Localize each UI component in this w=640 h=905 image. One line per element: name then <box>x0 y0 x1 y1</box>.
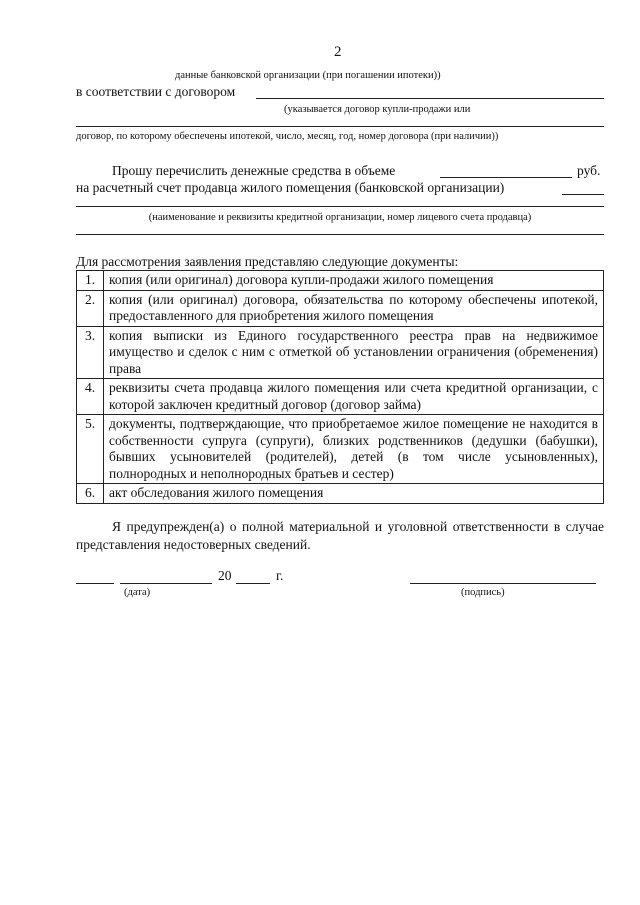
account-field-line-2[interactable] <box>76 206 604 207</box>
account-field-line[interactable] <box>562 194 604 195</box>
doc-text: акт обследования жилого помещения <box>104 484 604 504</box>
doc-text: копия (или оригинал) договора, обязательства по которому обеспечены ипотекой, предоставленного для приобретения жилого помещения <box>104 290 604 326</box>
doc-text: реквизиты счета продавца жилого помещения или счета кредитной организации, с которой заключен кредитный договор (договор займа) <box>104 379 604 415</box>
table-row <box>77 271 604 291</box>
contract-hint-1: (указывается договор купли-продажи или <box>284 104 471 115</box>
doc-text: документы, подтверждающие, что приобретаемое жилое помещение не находится в собственности супруга (супруги), близких родственников (дедушки (бабушки), бывших усыновителей (родителей), детей (в том числе усыновленных), полнородных и неполнородных братьев и сестер) <box>104 415 604 484</box>
date-year-line[interactable] <box>236 583 270 584</box>
contract-hint-2: договор, по которому обеспечены ипотекой, число, месяц, год, номер договора (при наличии)) <box>76 131 499 142</box>
bank-data-caption: данные банковской организации (при погашении ипотеки)) <box>175 70 441 81</box>
amount-field-line[interactable] <box>440 177 572 178</box>
date-year-prefix: 20 <box>218 568 232 583</box>
date-caption: (дата) <box>124 587 151 598</box>
table-row <box>77 290 604 326</box>
date-day-line[interactable] <box>76 583 114 584</box>
documents-table <box>76 270 604 504</box>
bank-hint: (наименование и реквизиты кредитной организации, номер лицевого счета продавца) <box>148 212 532 223</box>
date-year-suffix: г. <box>276 568 284 583</box>
signature-caption: (подпись) <box>461 587 505 598</box>
date-month-line[interactable] <box>120 583 212 584</box>
currency-label: руб. <box>577 163 601 178</box>
table-row <box>77 484 604 504</box>
contract-field-line[interactable] <box>256 98 604 99</box>
account-text: на расчетный счет продавца жилого помещения (банковской организации) <box>76 180 505 195</box>
docs-intro: Для рассмотрения заявления представляю следующие документы: <box>76 254 459 269</box>
doc-text: копия выписки из Единого государственного реестра прав на недвижимое имущество и сделок с ним с отметкой об установлении ограничения (обременения) права <box>104 326 604 379</box>
contract-label: в соответствии с договором <box>76 84 236 99</box>
warning-text: Я предупрежден(а) о полной материальной и уголовной ответственности в случае представления недостоверных сведений. <box>76 519 604 552</box>
table-row <box>77 379 604 415</box>
doc-number: 6. <box>77 484 104 504</box>
table-row <box>77 326 604 379</box>
signature-line[interactable] <box>410 583 596 584</box>
doc-number: 1. <box>77 271 104 291</box>
doc-number: 2. <box>77 290 104 326</box>
doc-number: 3. <box>77 326 104 379</box>
doc-number: 4. <box>77 379 104 415</box>
contract-field-line-2[interactable] <box>76 126 604 127</box>
table-row <box>77 415 604 484</box>
request-text: Прошу перечислить денежные средства в объеме <box>112 163 396 178</box>
doc-text: копия (или оригинал) договора купли-продажи жилого помещения <box>104 271 604 291</box>
page-number: 2 <box>334 44 342 60</box>
bank-field-line[interactable] <box>76 234 604 235</box>
doc-number: 5. <box>77 415 104 484</box>
